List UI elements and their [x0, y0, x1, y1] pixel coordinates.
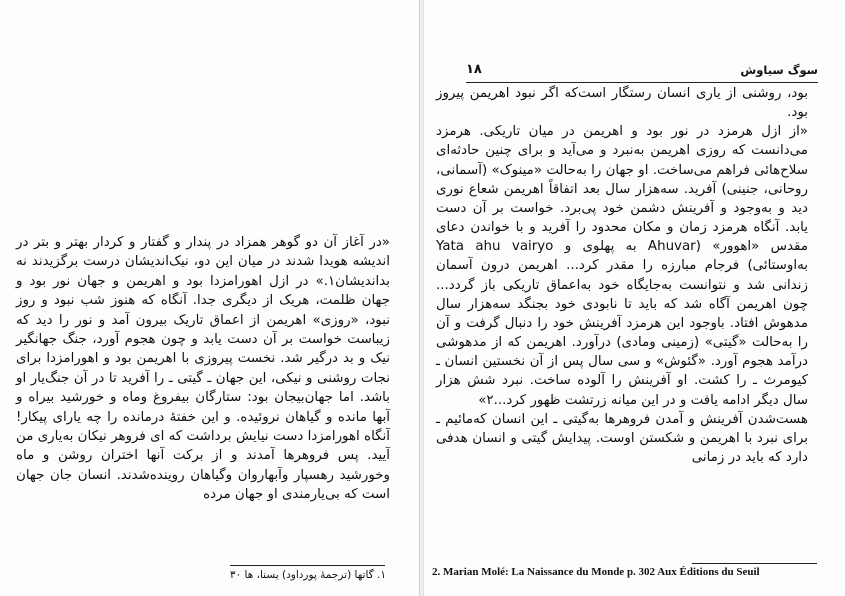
left-page-body [16, 233, 390, 505]
right-page [424, 0, 845, 596]
left-footnote: ۱. گاتها (ترجمهٔ پورداود) یسنا، ها ۳۰ [229, 569, 386, 581]
footnote-rule [230, 565, 385, 566]
right-body-paragraph-3: هست‌شدن آفرینش و آمدن فروهرها به‌گیتی ـ این انسان که‌مائیم ـ برای نبرد با اهریمن و شکستن اوست. پیدایش گیتی و انسان هدفی دارد که باید در زمانی [436, 411, 808, 465]
right-body-paragraph-2: «از ازل هرمزد در نور بود و اهریمن در میان تاریکی. هرمزد می‌دانست که روزی اهریمن به‌نبرد و می‌آید و برای چنین حادثه‌ای سلاح‌هائی فراهم می‌ساخت. او جهان را به‌حالت «مینوک» (آسمانی، روحانی، جنینی) آفرید. سه‌هزار سال بعد اتفاقاً اهریمن شعاع نوری دید و به‌وجود و آفرینش دشمن خود پی‌برد. خواست بر آن دست یابد. آنگاه هرمزد زمان و مکان محدود را آفرید و با خواندن دعای مقدس «اهوور» (Ahuvar به پهلوی و Yata ahu vairyo به‌اوستائی) فرجام مبارزه را مقدر کرد... اهریمن درون آسمان زندانی شد و نتوانست به‌جایگاه خود به‌اعماق تاریکی باز گردد... چون اهریمن آگاه شد که باید تا نابودی خود بجنگد سه‌هزار سال مدهوش افتاد. باوجود این هرمزد آفرینش خود را دنبال گرفت و آن را به‌حالت «گیتی» (زمینی ومادی) درآورد. اهریمن که از مدهوشی درآمد هجوم آورد. «گئوش» و سی سال پس از آن نخستین انسان ـ کیومرث ـ را کشت. او آفرینش را آلوده ساخت. نبرد شش هزار سال دیگر ادامه یافت و در این میانه زرتشت ظهور کرد...۲» [436, 124, 808, 408]
left-body-paragraph: «در آغاز آن دو گوهر همزاد در پندار و گفتار و کردار بهتر و بتر در اندیشه هویدا شدند در میان این دو، نیک‌اندیشان درست برگزیدند نه بداندیشان۱.» در ازل اهورامزدا بود و اهریمن و جهان نور بود و جهان ظلمت، هریک از دیگری جدا. آنگاه که هنوز شب نبود و روز نبود، «روزی» اهریمن از اعماق تاریک بیرون آمد و نور را دید که زیباست خواست بر آن دست یابد و چون هجوم آورد، جنگ جهانگیر نیک و بد درگیر شد. نخست پیروزی با اهریمن بود و اهورامزدا برای نجات روشنی و نیکی، این جهان ـ گیتی ـ را آفرید تا در آن جنگ‌یار او باشد. اما جهان‌بیجان بود: ستارگان بیفروغ وماه و خورشید بیراه و آبها مانده و گیاهان نروئیده. و این خفتهٔ درمانده را چه یارای پیکار! آنگاه اهورامزدا دست نیایش برداشت که ای فروهر نیکان به‌یاری من آیید. پس فروهرها آمدند و از برکت آنها اختران روشن و ماه وخورشید رهسپار وآبهاروان وگیاهان روینده‌شدند. انسان جان جهان است که بی‌یارمندی او جهان مرده [16, 235, 390, 503]
page-number: ۱۸ [466, 62, 482, 77]
running-title: سوگ سیاوش [740, 63, 818, 77]
right-body-paragraph-1: بود، روشنی از یاری انسان رستگار است‌که اگر نبود اهریمن پیروز بود. [436, 86, 808, 121]
right-page-body [436, 84, 808, 467]
left-page [0, 0, 420, 596]
right-footnote: 2. Marian Molé: La Naissance du Monde p. 302 Aux Éditions du Seuil [432, 566, 760, 578]
footnote-rule [692, 563, 817, 564]
page-header [466, 60, 818, 83]
